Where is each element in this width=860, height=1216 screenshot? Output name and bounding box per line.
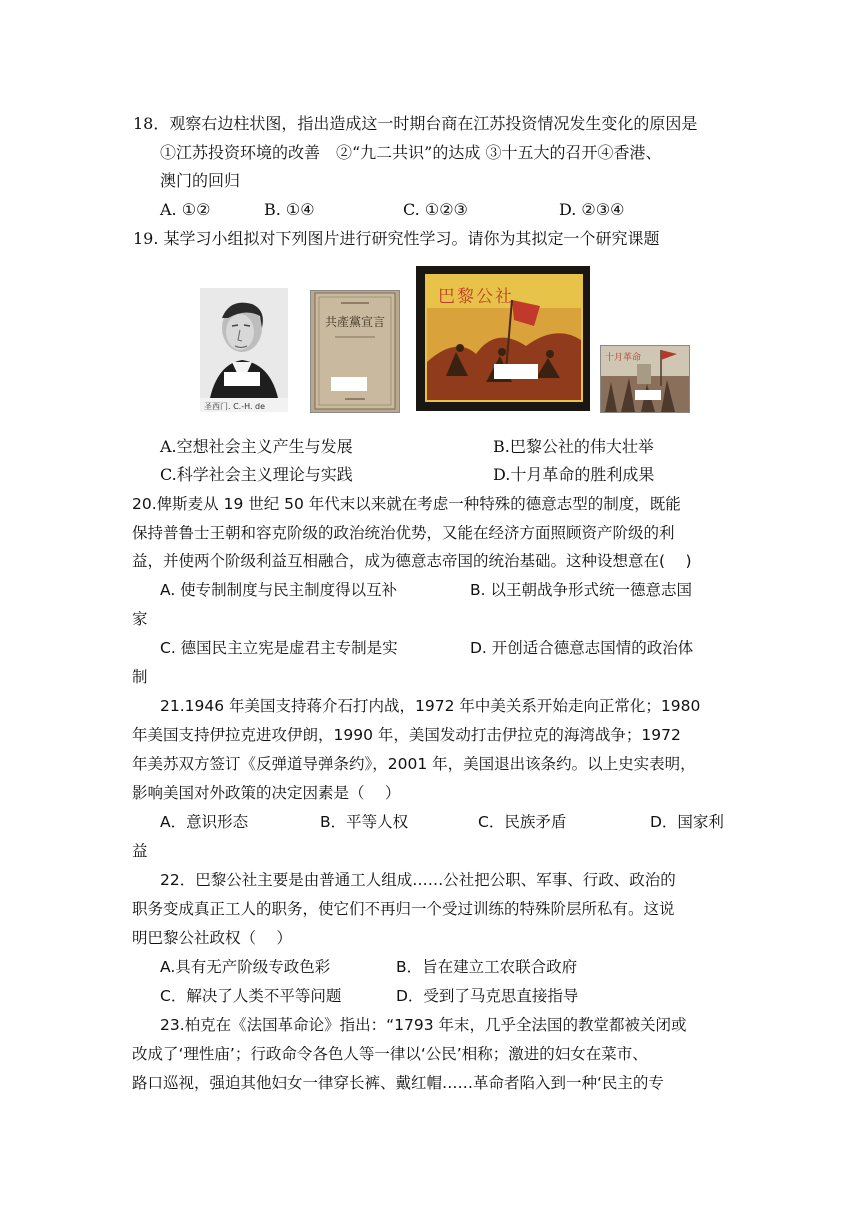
book-cover-drawing — [311, 291, 399, 412]
manifesto-book-image — [310, 290, 400, 413]
q23-line1: 23.柏克在《法国革命论》指出：“1793 年末，几乎全法国的教堂都被关闭或 — [160, 1016, 687, 1034]
portrait-drawing — [200, 288, 288, 412]
q21-option-a: A．意识形态 — [160, 813, 249, 831]
portrait-image — [200, 288, 288, 412]
q21-line3: 年美苏双方签订《反弹道导弹条约》，2001 年，美国退出该条约。以上史实表明， — [132, 755, 696, 773]
book-label-redacted — [331, 377, 367, 391]
q22-line3: 明巴黎公社政权（ ） — [132, 929, 292, 947]
q18-option-d: D. ②③④ — [559, 200, 625, 219]
q19-option-c: C.科学社会主义理论与实践 — [160, 465, 353, 484]
q21-line2: 年美国支持伊拉克进攻伊朗，1990 年，美国发动打击伊拉克的海湾战争；1972 — [132, 726, 681, 744]
poster-title: 巴黎公社 — [438, 287, 514, 307]
revolution-title: 十月革命 — [605, 353, 642, 363]
q22-option-c: C．解决了人类不平等问题 — [160, 987, 342, 1005]
q18-items-line1: ①江苏投资环境的改善 ②“九二共识”的达成 ③十五大的召开④香港、 — [160, 143, 662, 162]
q18-stem: 18．观察右边柱状图，指出造成这一时期台商在江苏投资情况发生变化的原因是 — [133, 114, 698, 133]
q18-option-c: C. ①②③ — [403, 200, 468, 219]
october-revolution-image — [600, 345, 690, 413]
paris-commune-poster-image — [416, 266, 590, 411]
q22-option-d: D．受到了马克思直接指导 — [396, 987, 579, 1005]
q20-line2: 保持普鲁士王朝和容克阶级的政治统治优势，又能在经济方面照顾资产阶级的利 — [132, 524, 675, 542]
q20-option-d: D. 开创适合德意志国情的政治体 — [470, 639, 694, 657]
book-title: 共產黨宣言 — [324, 315, 385, 329]
q19-option-a: A.空想社会主义产生与发展 — [160, 437, 353, 456]
q23-line3: 路口巡视，强迫其他妇女一律穿长裤、戴红帽……革命者陷入到一种‘民主的专 — [132, 1074, 664, 1092]
revolution-label-redacted — [635, 390, 661, 400]
q18-option-a: A. ①② — [160, 200, 211, 219]
q22-line2: 职务变成真正工人的职务，使它们不再归一个受过训练的特殊阶层所私有。这说 — [132, 900, 675, 918]
q22-option-b: B．旨在建立工农联合政府 — [396, 958, 578, 976]
q18-option-b: B. ①④ — [264, 200, 315, 219]
portrait-label-redacted — [224, 372, 260, 386]
portrait-caption: 圣西门. C.-H. de — [204, 402, 266, 411]
q21-option-d: D．国家利 — [650, 813, 724, 831]
q21-option-c: C．民族矛盾 — [478, 813, 567, 831]
q20-option-a: A. 使专制制度与民主制度得以互补 — [160, 581, 398, 599]
q19-stem: 19. 某学习小组拟对下列图片进行研究性学习。请你为其拟定一个研究课题 — [133, 229, 660, 248]
q21-line4: 影响美国对外政策的决定因素是（ ） — [132, 784, 401, 802]
q20-line3: 益，并使两个阶级利益互相融合，成为德意志帝国的统治基础。这种设想意在( ) — [132, 552, 692, 570]
q20-option-b: B. 以王朝战争形式统一德意志国 — [470, 581, 692, 599]
q21-option-b: B．平等人权 — [320, 813, 409, 831]
q21-option-d-cont: 益 — [132, 842, 148, 860]
q19-option-b: B.巴黎公社的伟大壮举 — [493, 437, 654, 456]
q22-line1: 22．巴黎公社主要是由普通工人组成……公社把公职、军事、行政、政治的 — [160, 871, 676, 889]
q19-option-d: D.十月革命的胜利成果 — [493, 465, 655, 484]
q23-line2: 改成了‘理性庙’；行政命令各色人等一律以‘公民’相称；激进的妇女在菜市、 — [132, 1045, 648, 1063]
q20-option-b-cont: 家 — [132, 610, 148, 628]
q20-option-c: C. 德国民主立宪是虚君主专制是实 — [160, 639, 398, 657]
q20-option-d-cont: 制 — [132, 668, 148, 686]
q18-items-line2: 澳门的回归 — [160, 171, 241, 190]
q20-line1: 20.俾斯麦从 19 世纪 50 年代末以来就在考虑一种特殊的德意志型的制度，既能 — [132, 495, 681, 513]
poster-label-redacted — [494, 364, 538, 379]
q22-option-a: A.具有无产阶级专政色彩 — [160, 958, 331, 976]
q21-line1: 21.1946 年美国支持蒋介石打内战，1972 年中美关系开始走向正常化；1980 — [160, 697, 701, 715]
